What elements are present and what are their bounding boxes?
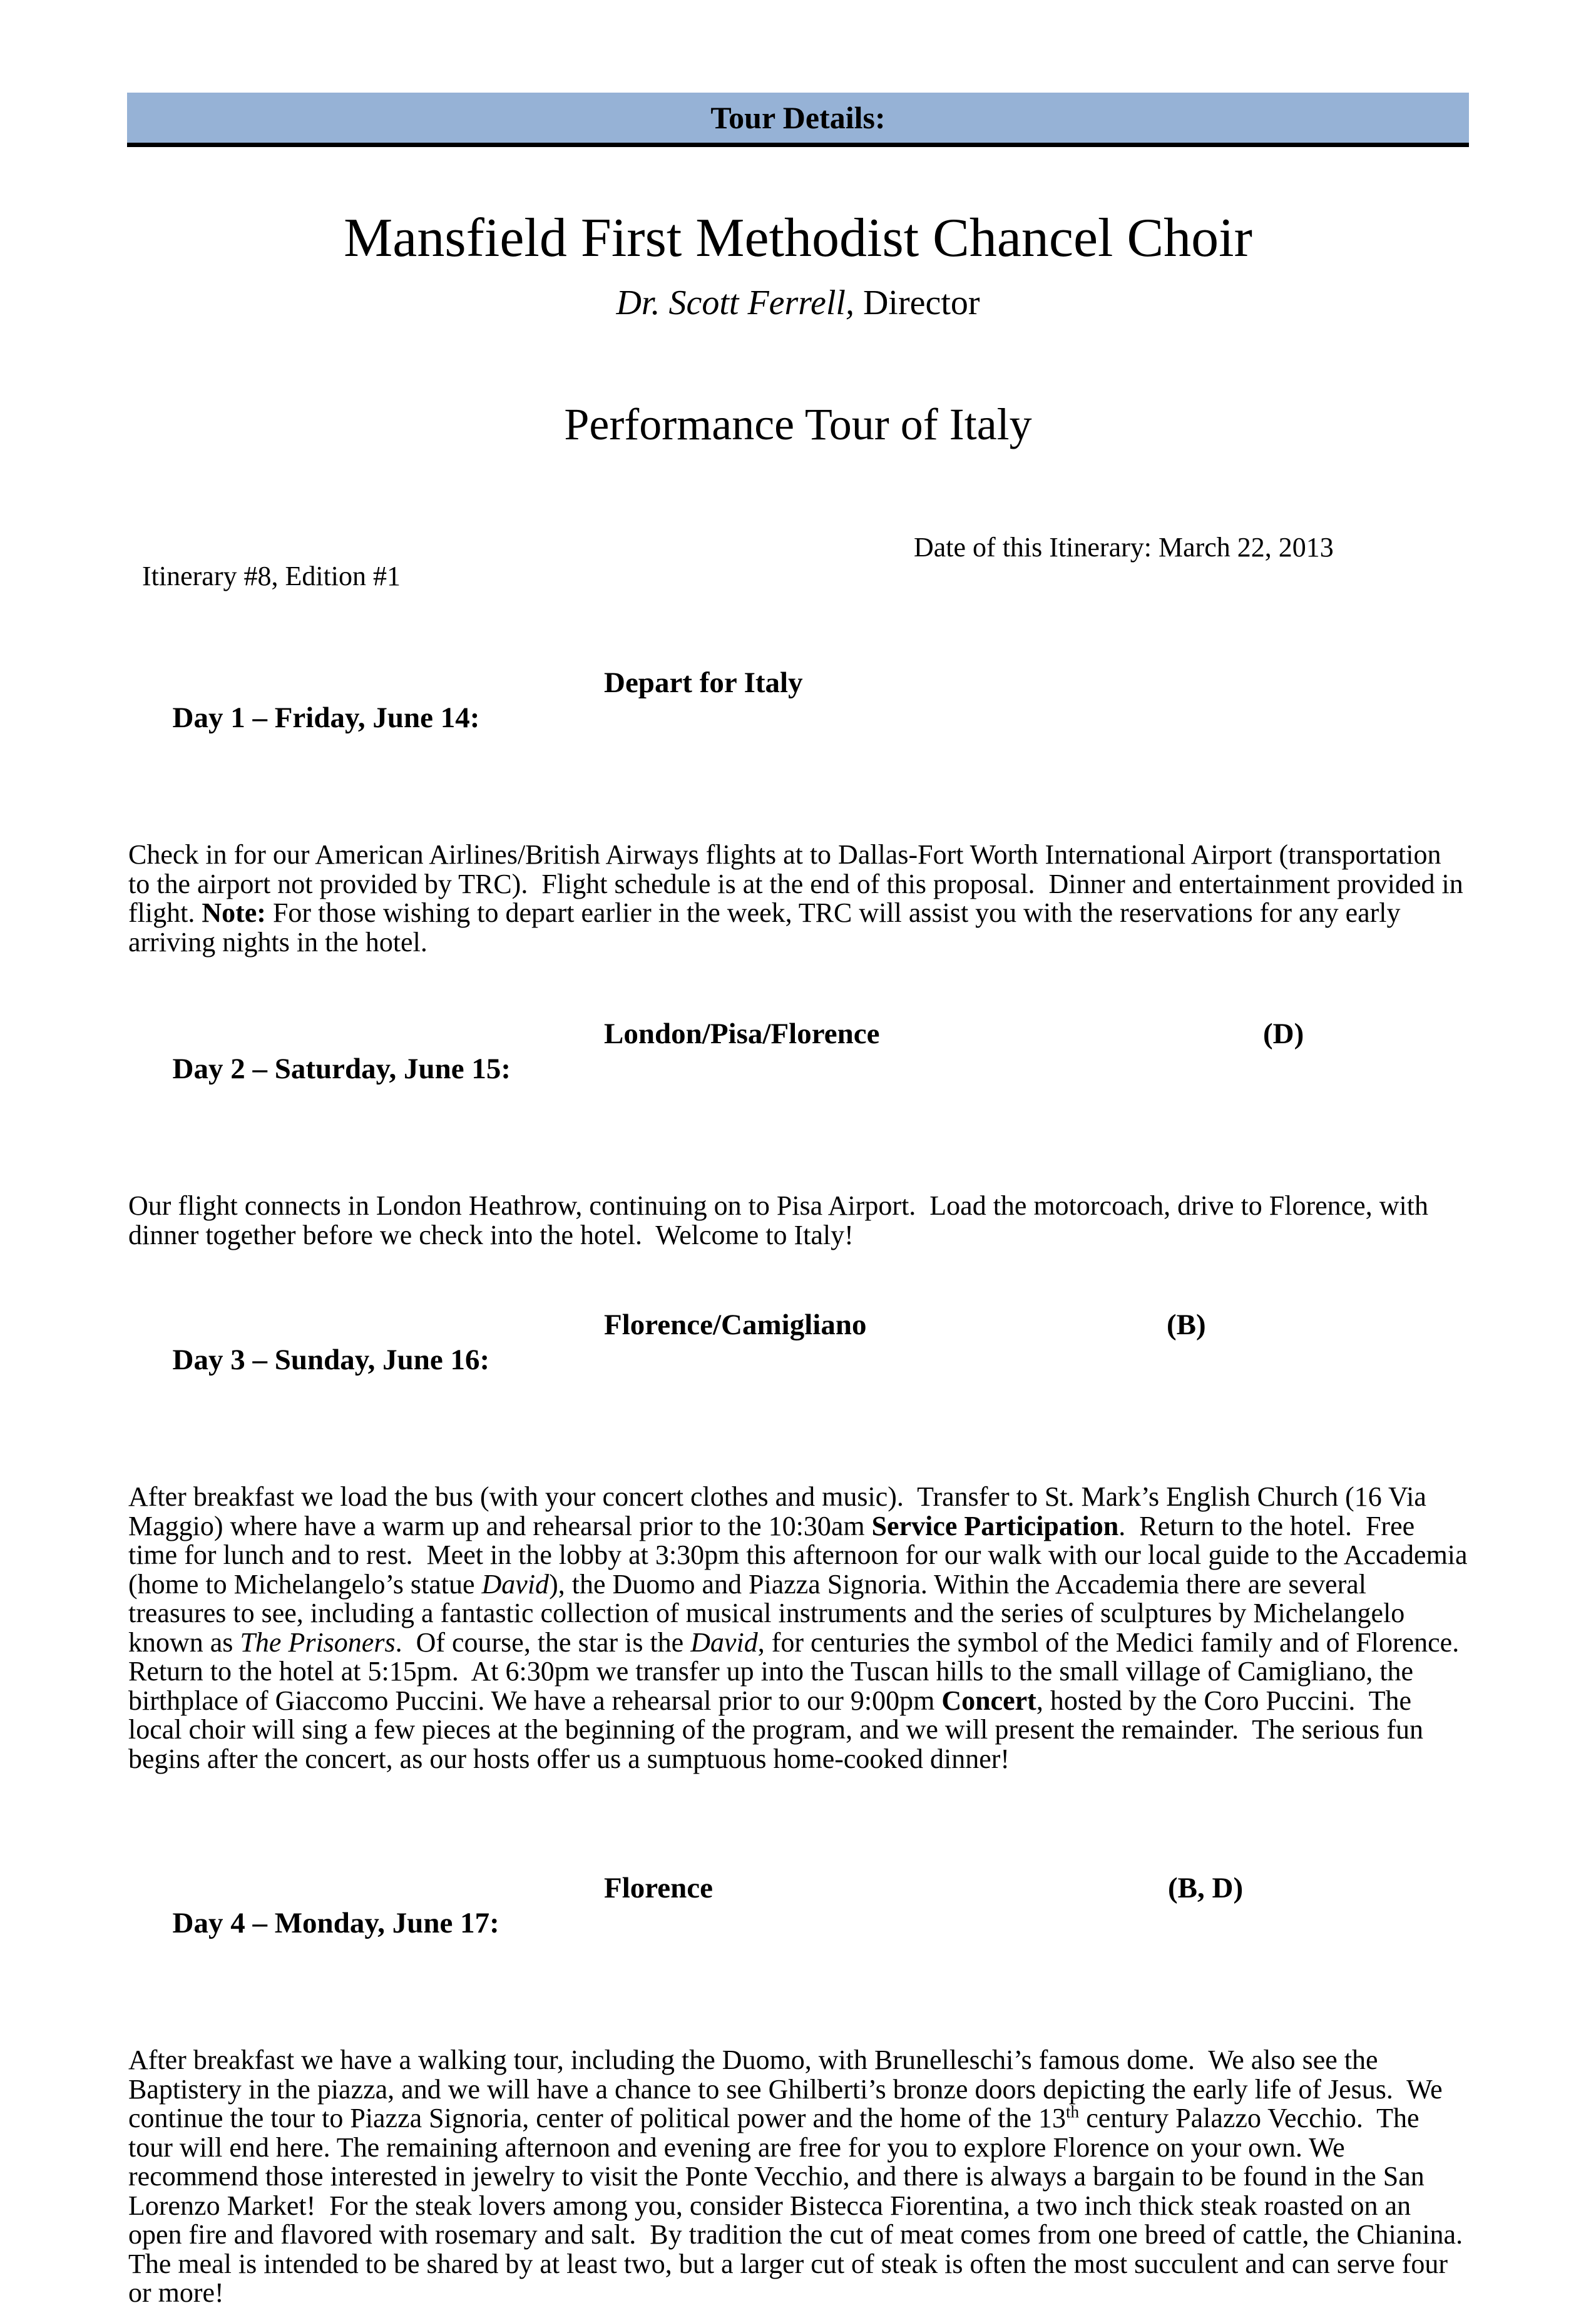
day-description: Check in for our American Airlines/British Airways flights at to Dallas-Fort Worth International Airport (transportation to the airport not provided by TRC). Flight schedule is at the end of this proposal. Dinner and entertainment provided in flight. Note: For those wishing to depart earlier in the week, TRC will assist you with the reservations for any early arriving nights in the hotel. [128, 839, 1470, 957]
day-section [128, 1871, 1476, 2308]
day-label: Day 1 – Friday, June 14: [172, 702, 480, 734]
day-heading [128, 1871, 1468, 2046]
day-meal-code: (B) [1167, 1309, 1206, 1341]
day-destination: Florence [604, 1872, 714, 1904]
day-heading [128, 1016, 1468, 1192]
day-destination: London/Pisa/Florence [604, 1018, 880, 1050]
choir-title: Mansfield First Methodist Chancel Choir [344, 208, 1252, 268]
director-line: Dr. Scott Ferrell, Director [616, 283, 980, 322]
tour-title: Performance Tour of Italy [564, 399, 1032, 449]
day-heading [128, 1307, 1468, 1483]
day-description: Our flight connects in London Heathrow, continuing on to Pisa Airport. Load the motorcoach, drive to Florence, with dinner together before we check into the hotel. Welcome to Italy! [128, 1190, 1435, 1250]
day-meal-code: (B, D) [1168, 1872, 1244, 1904]
day-heading [128, 665, 1468, 840]
day-section [128, 1307, 1475, 1774]
day-meal-code: (D) [1263, 1018, 1304, 1050]
day-description: After breakfast we have a walking tour, including the Duomo, with Brunelleschi’s famous dome. We also see the Baptistery in the piazza, and we will have a chance to see Ghilberti’s bronze doors depicting the early life of Jesus. We continue the tour to Piazza Signoria, center of political power and the home of the 13th century Palazzo Vecchio. The tour will end here. The remaining afternoon and evening are free for you to explore Florence on your own. We recommend those interested in jewelry to visit the Ponte Vecchio, and there is always a bargain to be found in the San Lorenzo Market! For the steak lovers among you, consider Bistecca Fiorentina, a two inch thick steak roasted on an open fire and flavored with rosemary and salt. By tradition the cut of meat comes from one breed of cattle, the Chianina. The meal is intended to be shared by at least two, but a larger cut of steak is often the most succulent and can serve four or more! [128, 2045, 1476, 2308]
itinerary-meta [128, 533, 1468, 620]
day-label: Day 4 – Monday, June 17: [172, 1907, 499, 1939]
tour-details-label: Tour Details: [710, 100, 886, 135]
day-label: Day 3 – Sunday, June 16: [172, 1344, 490, 1376]
day-section [128, 1016, 1468, 1250]
day-description: After breakfast we load the bus (with your concert clothes and music). Transfer to St. Mark’s English Church (16 Via Maggio) where have a warm up and rehearsal prior to the 10:30am Service Participation. Return to the hotel. Free time for lunch and to rest. Meet in the lobby at 3:30pm this afternoon for our walk with our local guide to the Accademia (home to Michelangelo’s statue David), the Duomo and Piazza Signoria. Within the Accademia there are several treasures to see, including a fantastic collection of musical instruments and the series of sculptures by Michelangelo known as The Prisoners. Of course, the star is the David, for centuries the symbol of the Medici family and of Florence. Return to the hotel at 5:15pm. At 6:30pm we transfer up into the Tuscan hills to the small village of Camigliano, the birthplace of Giaccomo Puccini. We have a rehearsal prior to our 9:00pm Concert, hosted by the Coro Puccini. The local choir will sing a few pieces at the beginning of the program, and we will present the remainder. The serious fun begins after the concert, as our hosts offer us a sumptuous home-cooked dinner! [128, 1481, 1475, 1774]
itinerary-date: Date of this Itinerary: March 22, 2013 [914, 532, 1334, 563]
tour-details-bar [127, 93, 1469, 147]
days [128, 665, 1476, 2308]
document-page [0, 93, 1596, 2308]
day-section [128, 665, 1468, 957]
day-destination: Depart for Italy [604, 666, 803, 699]
itinerary-edition: Itinerary #8, Edition #1 [142, 561, 401, 591]
day-destination: Florence/Camigliano [604, 1309, 867, 1341]
day-label: Day 2 – Saturday, June 15: [172, 1053, 511, 1085]
